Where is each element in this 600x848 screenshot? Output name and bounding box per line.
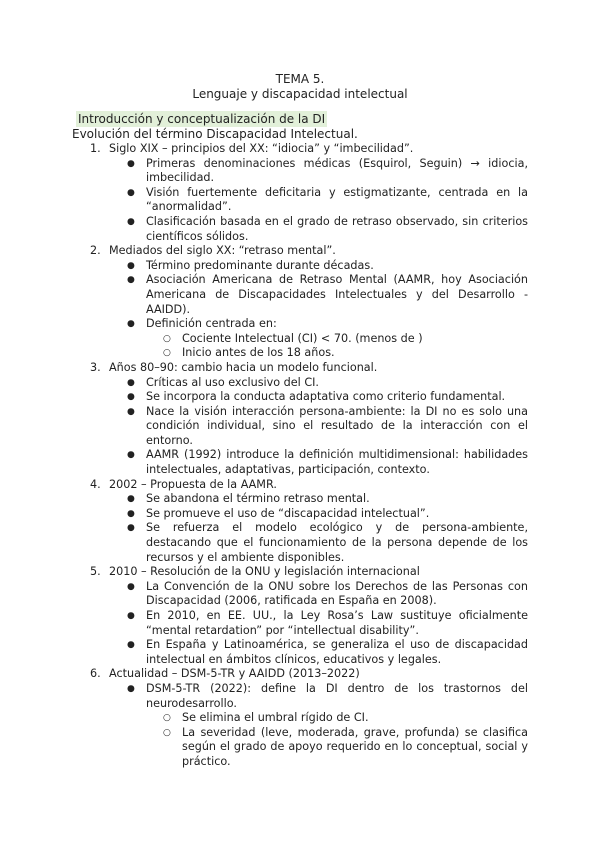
- bullet-item: [0, 405, 600, 449]
- bullet-item: [0, 273, 600, 317]
- bullet-item: [0, 638, 600, 667]
- bullet-dot-icon: ●: [127, 260, 135, 271]
- sub-bullet-item: [0, 711, 600, 726]
- bullet-dot-icon: ●: [127, 392, 135, 403]
- bullet-text: Se abandona el término retraso mental.: [146, 492, 370, 506]
- bullet-text: En 2010, en EE. UU., la Ley Rosa’s Law sustituye oficialmente “mental retardation” por “intellectual disability”.: [146, 609, 528, 637]
- bullet-item: [0, 317, 600, 332]
- bullet-item: [0, 682, 600, 711]
- bullet-text: Asociación Americana de Retraso Mental (AAMR, hoy Asociación Americana de Discapacidades Intelectuales y del Desarrollo - AAIDD).: [146, 273, 528, 316]
- bullet-dot-icon: ●: [127, 508, 135, 519]
- bullet-text: Visión fuertemente deficitaria y estigmatizante, centrada en la “anormalidad”.: [146, 185, 528, 214]
- bullet-dot-icon: ●: [127, 494, 135, 505]
- bullet-text: DSM-5-TR (2022): define la DI dentro de los trastornos del neurodesarrollo.: [146, 681, 528, 710]
- bullet-item: [0, 157, 600, 186]
- list-item-number: 5.: [90, 565, 101, 579]
- intro-text: Evolución del término Discapacidad Intelectual.: [72, 127, 358, 141]
- document-subtitle: Lenguaje y discapacidad intelectual: [192, 87, 408, 101]
- list-item-number: 3.: [90, 360, 101, 374]
- bullet-item: [0, 507, 600, 522]
- list-item: [0, 478, 600, 493]
- bullet-item: [0, 580, 600, 609]
- bullet-dot-icon: ●: [127, 523, 135, 534]
- sub-bullet-item: [0, 726, 600, 770]
- bullet-item: [0, 259, 600, 274]
- bullet-text: Críticas al uso exclusivo del CI.: [146, 375, 319, 389]
- bullet-dot-icon: ●: [127, 275, 135, 286]
- bullet-dot-icon: ●: [127, 187, 135, 198]
- bullet-dot-icon: ●: [127, 640, 135, 651]
- list-item-text: Años 80–90: cambio hacia un modelo funcional.: [109, 360, 378, 374]
- bullet-item: [0, 215, 600, 244]
- list-item: [0, 244, 600, 259]
- bullet-item: [0, 186, 600, 215]
- bullet-dot-icon: ●: [127, 216, 135, 227]
- sub-bullet-text: Inicio antes de los 18 años.: [182, 346, 335, 360]
- bullet-dot-icon: ●: [127, 158, 135, 169]
- bullet-text: Se promueve el uso de “discapacidad intelectual”.: [146, 506, 430, 520]
- bullet-text: Definición centrada en:: [146, 317, 277, 331]
- numbered-list: [0, 142, 600, 770]
- bullet-circle-icon: ○: [163, 727, 171, 738]
- bullet-item: [0, 376, 600, 391]
- list-item-text: Actualidad – DSM-5-TR y AAIDD (2013–2022): [109, 667, 360, 681]
- list-item-number: 4.: [90, 477, 101, 491]
- list-item-text: Mediados del siglo XX: “retraso mental”.: [109, 244, 336, 258]
- list-item-text: Siglo XIX – principios del XX: “idiocia” y “imbecilidad”.: [109, 142, 414, 155]
- list-item: [0, 361, 600, 376]
- bullet-dot-icon: ●: [127, 611, 135, 621]
- bullet-text: Primeras denominaciones médicas (Esquirol, Seguin) → idiocia, imbecilidad.: [146, 156, 528, 185]
- bullet-text: La Convención de la ONU sobre los Derechos de las Personas con Discapacidad (2006, ratificada en España en 2008).: [146, 579, 528, 608]
- sub-bullet-text: Se elimina el umbral rígido de CI.: [182, 711, 369, 725]
- document-title: TEMA 5.: [275, 72, 325, 86]
- bullet-dot-icon: ●: [127, 319, 135, 330]
- bullet-dot-icon: ●: [127, 450, 135, 461]
- sub-bullet-text: Cociente Intelectual (CI) < 70. (menos de ): [182, 331, 423, 345]
- bullet-item: [0, 521, 600, 565]
- sub-bullet-text: La severidad (leve, moderada, grave, profunda) se clasifica según el grado de apoyo requerido en lo conceptual, social y práctico.: [182, 725, 528, 768]
- list-item-number: 6.: [90, 667, 101, 681]
- list-item-text: 2002 – Propuesta de la AAMR.: [109, 477, 277, 491]
- bullet-text: AAMR (1992) introduce la definición multidimensional: habilidades intelectuales, adaptativas, participación, contexto.: [146, 448, 528, 477]
- bullet-text: Se incorpora la conducta adaptativa como criterio fundamental.: [146, 390, 506, 404]
- bullet-item: [0, 390, 600, 405]
- bullet-text: Se refuerza el modelo ecológico y de persona-ambiente, destacando que el funcionamiento de la persona depende de los recursos y el ambiente disponibles.: [146, 521, 528, 564]
- list-item-text: 2010 – Resolución de la ONU y legislación internacional: [109, 565, 420, 579]
- sub-bullet-item: [0, 346, 600, 361]
- bullet-circle-icon: ○: [163, 713, 171, 724]
- bullet-dot-icon: ●: [127, 683, 135, 694]
- bullet-item: [0, 609, 600, 638]
- sub-bullet-item: [0, 332, 600, 347]
- bullet-circle-icon: ○: [163, 348, 171, 359]
- bullet-circle-icon: ○: [163, 333, 171, 344]
- bullet-dot-icon: ●: [127, 377, 135, 388]
- list-item-number: 2.: [90, 244, 101, 258]
- bullet-text: Término predominante durante décadas.: [146, 258, 374, 272]
- list-item: [0, 565, 600, 580]
- bullet-text: En España y Latinoamérica, se generaliza el uso de discapacidad intelectual en ámbitos clínicos, educativos y legales.: [146, 638, 528, 666]
- list-item: [0, 142, 600, 157]
- bullet-text: Clasificación basada en el grado de retraso observado, sin criterios científicos sólidos.: [146, 214, 528, 243]
- section-heading: Introducción y conceptualización de la DI: [78, 112, 326, 126]
- bullet-text: Nace la visión interacción persona-ambiente: la DI no es solo una condición individual, sino el resultado de la interacción con el entorno.: [146, 404, 528, 447]
- list-item: [0, 667, 600, 682]
- list-item-number: 1.: [90, 142, 101, 155]
- bullet-item: [0, 492, 600, 507]
- bullet-dot-icon: ●: [127, 406, 135, 417]
- bullet-dot-icon: ●: [127, 581, 135, 592]
- bullet-item: [0, 448, 600, 477]
